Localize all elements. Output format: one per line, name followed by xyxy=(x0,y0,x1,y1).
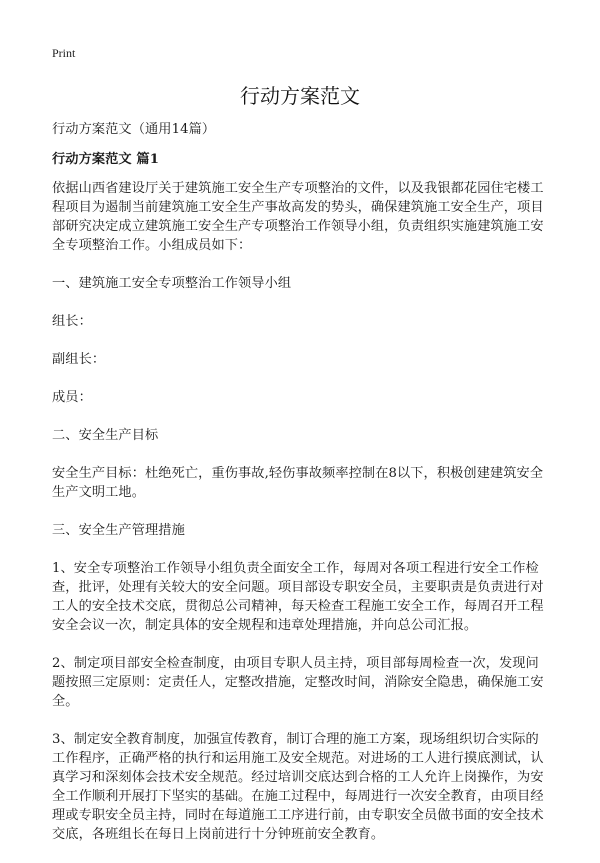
members-line: 成员： xyxy=(52,390,92,405)
section-heading: 行动方案范文 篇1 xyxy=(52,152,159,167)
page-title: 行动方案范文 xyxy=(240,84,360,108)
deputy-leader-line: 副组长： xyxy=(52,352,106,367)
heading-safety-goal: 二、安全生产目标 xyxy=(52,428,159,443)
leader-line: 组长： xyxy=(52,314,92,329)
intro-paragraph: 依据山西省建设厅关于建筑施工安全生产专项整治的文件，以及我银都花园住宅楼工程项目为遏制当前建筑施工安全生产事故高发的势头，确保建筑施工安全生产，项目部研究决定成立建筑施工安全生产专项整治工作领导小组，负责组织实施建筑施工安全专项整治工作。小组成员如下： xyxy=(52,181,544,253)
heading-management-measures: 三、安全生产管理措施 xyxy=(52,523,185,538)
document-body xyxy=(52,120,552,863)
heading-leadership-group: 一、建筑施工安全专项整治工作领导小组 xyxy=(52,276,292,291)
safety-goal-paragraph: 安全生产目标：杜绝死亡，重伤事故,轻伤事故频率控制在8以下，积极创建建筑安全生产文明工地。 xyxy=(52,466,544,500)
print-link[interactable]: Print xyxy=(52,46,76,60)
measure-paragraph-3: 3、制定安全教育制度，加强宣传教育，制订合理的施工方案，现场组织切合实际的工作程序，正确严格的执行和运用施工及安全规范。对进场的工人进行摸底测试，认真学习和深刻体会技术安全规范。经过培训交底达到合格的工人允许上岗操作，为安全工作顺利开展打下坚实的基础。在施工过程中，每周进行一次安全教育，由项目经理或专职安全员主持，同时在每道施工工序进行前，由专职安全员做书面的安全技术交底，各班组长在每日上岗前进行十分钟班前安全教育。 xyxy=(52,732,544,842)
measure-paragraph-1: 1、安全专项整治工作领导小组负责全面安全工作，每周对各项工程进行安全工作检查，批评，处理有关较大的安全问题。项目部设专职安全员，主要职责是负责进行对工人的安全技术交底，贯彻总公司精神，每天检查工程施工安全工作，每周召开工程安全会议一次，制定具体的安全规程和违章处理措施，并向总公司汇报。 xyxy=(52,561,544,633)
measure-paragraph-2: 2、制定项目部安全检查制度，由项目专职人员主持，项目部每周检查一次，发现问题按照三定原则：定责任人，定整改措施，定整改时间，消除安全隐患，确保施工安全。 xyxy=(52,656,544,709)
document-subtitle: 行动方案范文（通用14篇） xyxy=(52,122,216,137)
